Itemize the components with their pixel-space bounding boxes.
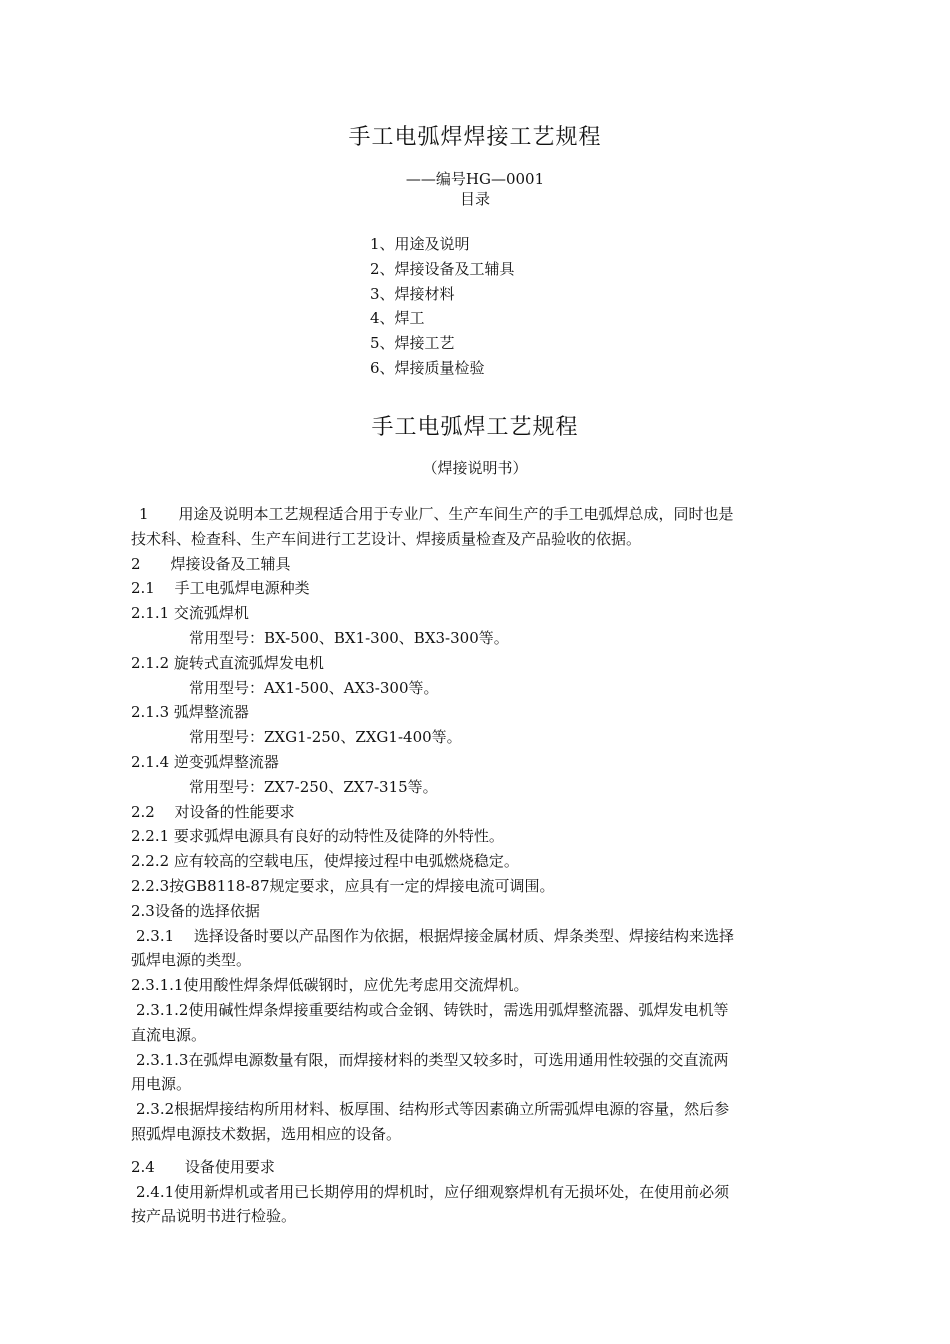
body-line: 2.1.4 逆变弧焊整流器	[131, 752, 279, 771]
body-line: 2.4 设备使用要求	[131, 1157, 275, 1176]
toc-heading: 目录	[459, 190, 490, 208]
body-line: 用电源。	[131, 1075, 192, 1094]
section-subtitle: （焊接说明书）	[422, 459, 528, 477]
body-line: 2.1 手工电弧焊电源种类	[131, 579, 310, 598]
body-line: 常用型号：ZX7-250、ZX7-315等。	[189, 777, 438, 796]
body-line: 直流电源。	[131, 1025, 207, 1044]
body-line: 2.3.2根据焊接结构所用材料、板厚围、结构形式等因素确立所需弧焊电源的容量，然后参	[136, 1100, 730, 1119]
document-code: ——编号HG—0001	[405, 170, 545, 188]
body-line: 弧焊电源的类型。	[131, 951, 252, 970]
body-line: 常用型号：ZXG1-250、ZXG1-400等。	[189, 728, 462, 747]
body-line: 2.1.1 交流弧焊机	[131, 604, 249, 623]
body-line: 2.1.2 旋转式直流弧焊发电机	[131, 653, 324, 672]
toc-item: 3、焊接材料	[370, 284, 455, 303]
body-line: 2.3.1.1使用酸性焊条焊低碳钢时，应优先考虑用交流焊机。	[131, 976, 529, 995]
body-line: 2.2.2 应有较高的空载电压，使焊接过程中电弧燃烧稳定。	[131, 852, 519, 871]
body-line: 2.4.1使用新焊机或者用已长期停用的焊机时，应仔细观察焊机有无损坏处，在使用前必须	[136, 1182, 730, 1201]
toc-item: 4、焊工	[370, 309, 425, 328]
body-line: 2.2.3按GB8118-87规定要求，应具有一定的焊接电流可调围。	[131, 876, 555, 895]
toc-item: 2、焊接设备及工辅具	[370, 259, 515, 278]
body-line: 2.2.1 要求弧焊电源具有良好的动特性及徒降的外特性。	[131, 827, 504, 846]
body-line: 2.3.1.3在弧焊电源数量有限，而焊接材料的类型又较多时，可选用通用性较强的交直流两	[136, 1050, 729, 1069]
body-line: 2 焊接设备及工辅具	[131, 554, 291, 573]
body-line: 1 用途及说明本工艺规程适合用于专业厂、生产车间生产的手工电弧焊总成，同时也是	[139, 505, 734, 523]
body-line: 2.3设备的选择依据	[131, 901, 260, 920]
body-line: 2.3.1 选择设备时要以产品图作为依据，根据焊接金属材质、焊条类型、焊接结构来选择	[136, 926, 734, 945]
toc-item: 1、用途及说明	[370, 235, 470, 253]
toc-item: 5、焊接工艺	[370, 334, 455, 353]
body-line: 2.1.3 弧焊整流器	[131, 703, 249, 722]
body-line: 按产品说明书进行检验。	[131, 1207, 297, 1226]
table-of-contents	[370, 232, 515, 381]
body-line: 照弧焊电源技术数据，选用相应的设备。	[131, 1124, 402, 1143]
body-line: 常用型号：BX-500、BX1-300、BX3-300等。	[189, 628, 509, 647]
document-body	[131, 502, 821, 1229]
body-line: 2.2 对设备的性能要求	[131, 802, 295, 821]
body-line: 常用型号：AX1-500、AX3-300等。	[189, 678, 439, 697]
section-title: 手工电弧焊工艺规程	[371, 415, 579, 440]
body-line: 2.3.1.2使用碱性焊条焊接重要结构或合金钢、铸铁时，需选用弧焊整流器、弧焊发电机等	[136, 1000, 729, 1019]
body-line: 技术科、检查科、生产车间进行工艺设计、焊接质量检查及产品验收的依据。	[131, 529, 642, 548]
document-title: 手工电弧焊焊接工艺规程	[348, 125, 602, 150]
toc-item: 6、焊接质量检验	[370, 358, 485, 377]
